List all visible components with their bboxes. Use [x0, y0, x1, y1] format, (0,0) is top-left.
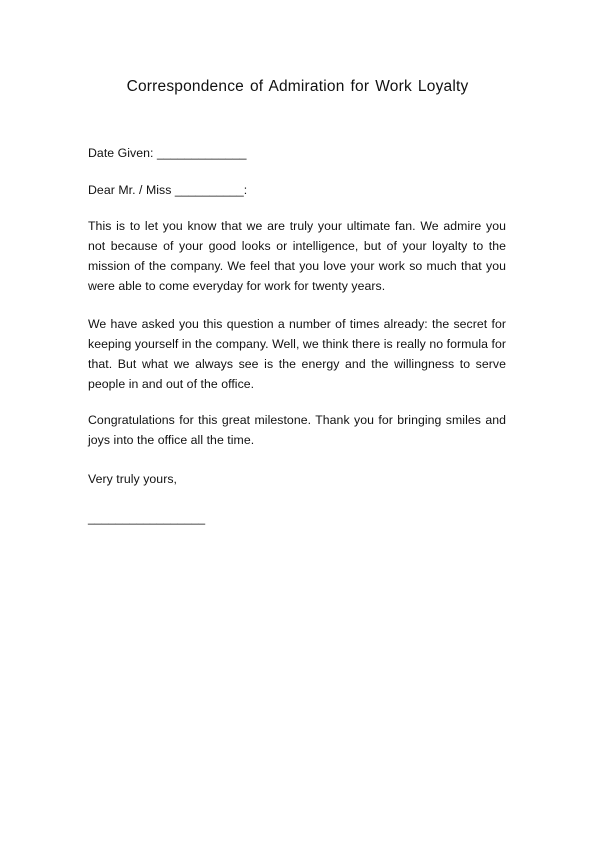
body-paragraph-loyalty: This is to let you know that we are truly your ultimate fan. We admire you not because of your good looks or intelligence, but of your loyalty to the mission of the company. We feel that you love your work so much that you were able to come everyday for work for twenty years. — [88, 219, 506, 293]
letter-title: Correspondence of Admiration for Work Loyalty — [126, 78, 469, 95]
body-paragraph-secret: We have asked you this question a number of times already: the secret for keeping yourself in the company. Well, we think there is really no formula for that. But what we always see is the energy and the willingness to serve people in and out of the office. — [88, 317, 506, 391]
signature-line: _________________ — [88, 511, 206, 525]
closing-line: Very truly yours, — [88, 472, 178, 486]
salutation-line: Dear Mr. / Miss __________: — [88, 183, 248, 197]
body-paragraph-congratulations: Congratulations for this great milestone. Thank you for bringing smiles and joys into the office all the time. — [88, 413, 506, 447]
date-given-line: Date Given: _____________ — [88, 146, 247, 160]
